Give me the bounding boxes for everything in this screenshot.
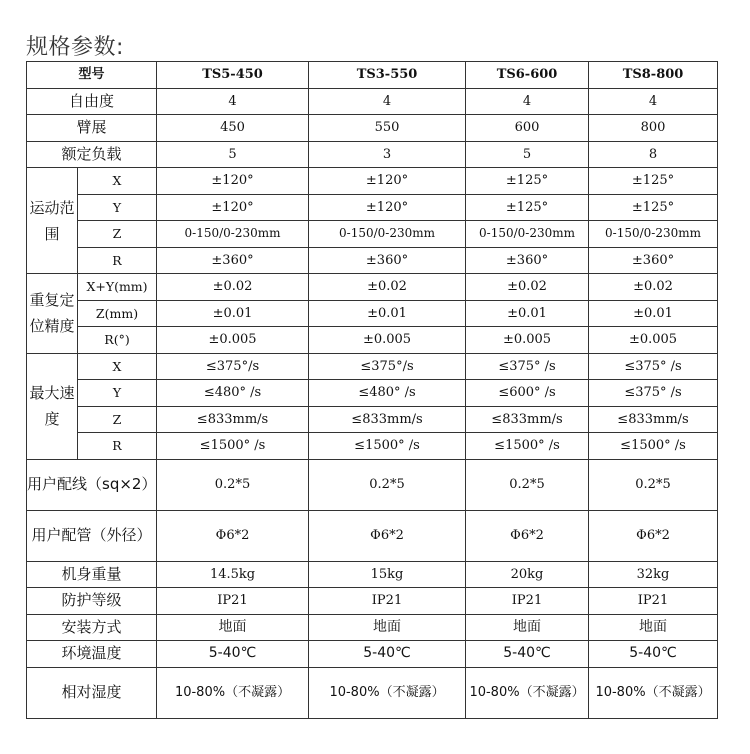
spec-table xyxy=(26,61,718,719)
axis-label: Z xyxy=(78,221,157,248)
table-cell: ≤1500° /s xyxy=(589,433,718,460)
table-cell: ±120° xyxy=(309,194,466,221)
table-cell: 0-150/0-230mm xyxy=(309,221,466,248)
table-cell: 5 xyxy=(157,141,309,168)
table-cell: 4 xyxy=(309,88,466,115)
table-row xyxy=(27,247,718,274)
table-row xyxy=(27,406,718,433)
table-row xyxy=(27,433,718,460)
table-cell: 800 xyxy=(589,115,718,142)
table-cell: ±360° xyxy=(466,247,589,274)
table-cell: ±0.005 xyxy=(589,327,718,354)
table-row xyxy=(27,115,718,142)
table-cell: 4 xyxy=(157,88,309,115)
table-cell: ≤375°/s xyxy=(157,353,309,380)
row-label: 额定负载 xyxy=(27,141,157,168)
table-row xyxy=(27,327,718,354)
table-cell: 20kg xyxy=(466,561,589,588)
page-title: 规格参数: xyxy=(26,35,124,60)
table-cell: ≤1500° /s xyxy=(157,433,309,460)
table-cell: ≤1500° /s xyxy=(466,433,589,460)
table-cell: ±120° xyxy=(157,168,309,195)
table-row xyxy=(27,588,718,615)
table-cell: ≤600° /s xyxy=(466,380,589,407)
table-cell: 5-40℃ xyxy=(466,641,589,668)
group-label: 运动范围 xyxy=(27,168,78,274)
table-cell: IP21 xyxy=(466,588,589,615)
table-cell: 8 xyxy=(589,141,718,168)
row-label: 机身重量 xyxy=(27,561,157,588)
table-cell: Φ6*2 xyxy=(309,510,466,561)
table-cell: ±0.02 xyxy=(309,274,466,301)
model-header: TS3-550 xyxy=(309,62,466,89)
table-row xyxy=(27,221,718,248)
table-row xyxy=(27,168,718,195)
table-cell: 550 xyxy=(309,115,466,142)
axis-label: R(°) xyxy=(78,327,157,354)
table-cell: ≤480° /s xyxy=(157,380,309,407)
table-cell: 3 xyxy=(309,141,466,168)
table-cell: 0.2*5 xyxy=(157,459,309,510)
table-cell: IP21 xyxy=(589,588,718,615)
table-cell: ±125° xyxy=(466,168,589,195)
table-cell: ±0.005 xyxy=(157,327,309,354)
row-label: 相对湿度 xyxy=(27,667,157,718)
table-cell: IP21 xyxy=(157,588,309,615)
table-cell: ±0.005 xyxy=(309,327,466,354)
table-cell: ±0.02 xyxy=(589,274,718,301)
row-label: 用户配管（外径） xyxy=(27,510,157,561)
axis-label: R xyxy=(78,433,157,460)
row-label: 安装方式 xyxy=(27,614,157,641)
table-cell: Φ6*2 xyxy=(157,510,309,561)
row-label: 防护等级 xyxy=(27,588,157,615)
table-cell: 450 xyxy=(157,115,309,142)
table-cell: ±360° xyxy=(309,247,466,274)
table-cell: ≤375° /s xyxy=(589,380,718,407)
axis-label: Y xyxy=(78,194,157,221)
table-cell: 0.2*5 xyxy=(466,459,589,510)
table-cell: ±125° xyxy=(589,168,718,195)
table-cell: ±120° xyxy=(157,194,309,221)
table-row xyxy=(27,300,718,327)
table-cell: ≤1500° /s xyxy=(309,433,466,460)
table-cell: 地面 xyxy=(589,614,718,641)
table-cell: ≤375° /s xyxy=(466,353,589,380)
table-cell: ±0.01 xyxy=(589,300,718,327)
model-header: TS5-450 xyxy=(157,62,309,89)
table-cell: 0-150/0-230mm xyxy=(157,221,309,248)
table-cell: 0-150/0-230mm xyxy=(466,221,589,248)
table-cell: Φ6*2 xyxy=(466,510,589,561)
table-cell: 地面 xyxy=(466,614,589,641)
table-row xyxy=(27,353,718,380)
table-cell: 0-150/0-230mm xyxy=(589,221,718,248)
table-cell: 4 xyxy=(466,88,589,115)
model-header: TS8-800 xyxy=(589,62,718,89)
table-row xyxy=(27,641,718,668)
table-cell: ±0.02 xyxy=(466,274,589,301)
table-cell: Φ6*2 xyxy=(589,510,718,561)
table-cell: 14.5kg xyxy=(157,561,309,588)
table-cell: ±0.01 xyxy=(466,300,589,327)
group-label: 重复定位精度 xyxy=(27,274,78,354)
table-cell: 600 xyxy=(466,115,589,142)
table-cell: 4 xyxy=(589,88,718,115)
table-row xyxy=(27,274,718,301)
table-cell: ±125° xyxy=(589,194,718,221)
table-row xyxy=(27,614,718,641)
axis-label: Z(mm) xyxy=(78,300,157,327)
table-cell: 5-40℃ xyxy=(157,641,309,668)
axis-label: X xyxy=(78,168,157,195)
row-label: 环境温度 xyxy=(27,641,157,668)
table-row xyxy=(27,88,718,115)
table-cell: 10-80%（不凝露） xyxy=(466,667,589,718)
table-cell: ±125° xyxy=(466,194,589,221)
table-cell: ±0.02 xyxy=(157,274,309,301)
row-label: 用户配线（sq×2） xyxy=(27,459,157,510)
table-cell: ≤833mm/s xyxy=(589,406,718,433)
table-row xyxy=(27,459,718,510)
table-row xyxy=(27,561,718,588)
group-label: 最大速度 xyxy=(27,353,78,459)
table-row xyxy=(27,194,718,221)
table-cell: 5 xyxy=(466,141,589,168)
header-row xyxy=(27,62,718,89)
table-cell: ≤375°/s xyxy=(309,353,466,380)
table-cell: ≤375° /s xyxy=(589,353,718,380)
table-cell: ≤833mm/s xyxy=(157,406,309,433)
axis-label: X xyxy=(78,353,157,380)
table-cell: 10-80%（不凝露） xyxy=(589,667,718,718)
table-cell: 10-80%（不凝露） xyxy=(309,667,466,718)
table-cell: ≤480° /s xyxy=(309,380,466,407)
axis-label: X+Y(mm) xyxy=(78,274,157,301)
row-label: 自由度 xyxy=(27,88,157,115)
axis-label: Z xyxy=(78,406,157,433)
axis-label: R xyxy=(78,247,157,274)
table-row xyxy=(27,510,718,561)
table-cell: 5-40℃ xyxy=(589,641,718,668)
table-row xyxy=(27,667,718,718)
table-cell: ±360° xyxy=(589,247,718,274)
table-cell: ±0.01 xyxy=(309,300,466,327)
model-header: TS6-600 xyxy=(466,62,589,89)
table-cell: ≤833mm/s xyxy=(466,406,589,433)
table-cell: ±0.005 xyxy=(466,327,589,354)
table-cell: 地面 xyxy=(157,614,309,641)
table-row xyxy=(27,380,718,407)
table-cell: 0.2*5 xyxy=(309,459,466,510)
table-cell: 10-80%（不凝露） xyxy=(157,667,309,718)
table-cell: ±0.01 xyxy=(157,300,309,327)
table-row xyxy=(27,141,718,168)
table-cell: ±360° xyxy=(157,247,309,274)
axis-label: Y xyxy=(78,380,157,407)
header-label: 型号 xyxy=(27,62,157,89)
row-label: 臂展 xyxy=(27,115,157,142)
table-cell: 5-40℃ xyxy=(309,641,466,668)
table-cell: 0.2*5 xyxy=(589,459,718,510)
table-cell: 地面 xyxy=(309,614,466,641)
table-cell: ±120° xyxy=(309,168,466,195)
table-cell: 15kg xyxy=(309,561,466,588)
table-cell: 32kg xyxy=(589,561,718,588)
table-cell: IP21 xyxy=(309,588,466,615)
table-cell: ≤833mm/s xyxy=(309,406,466,433)
